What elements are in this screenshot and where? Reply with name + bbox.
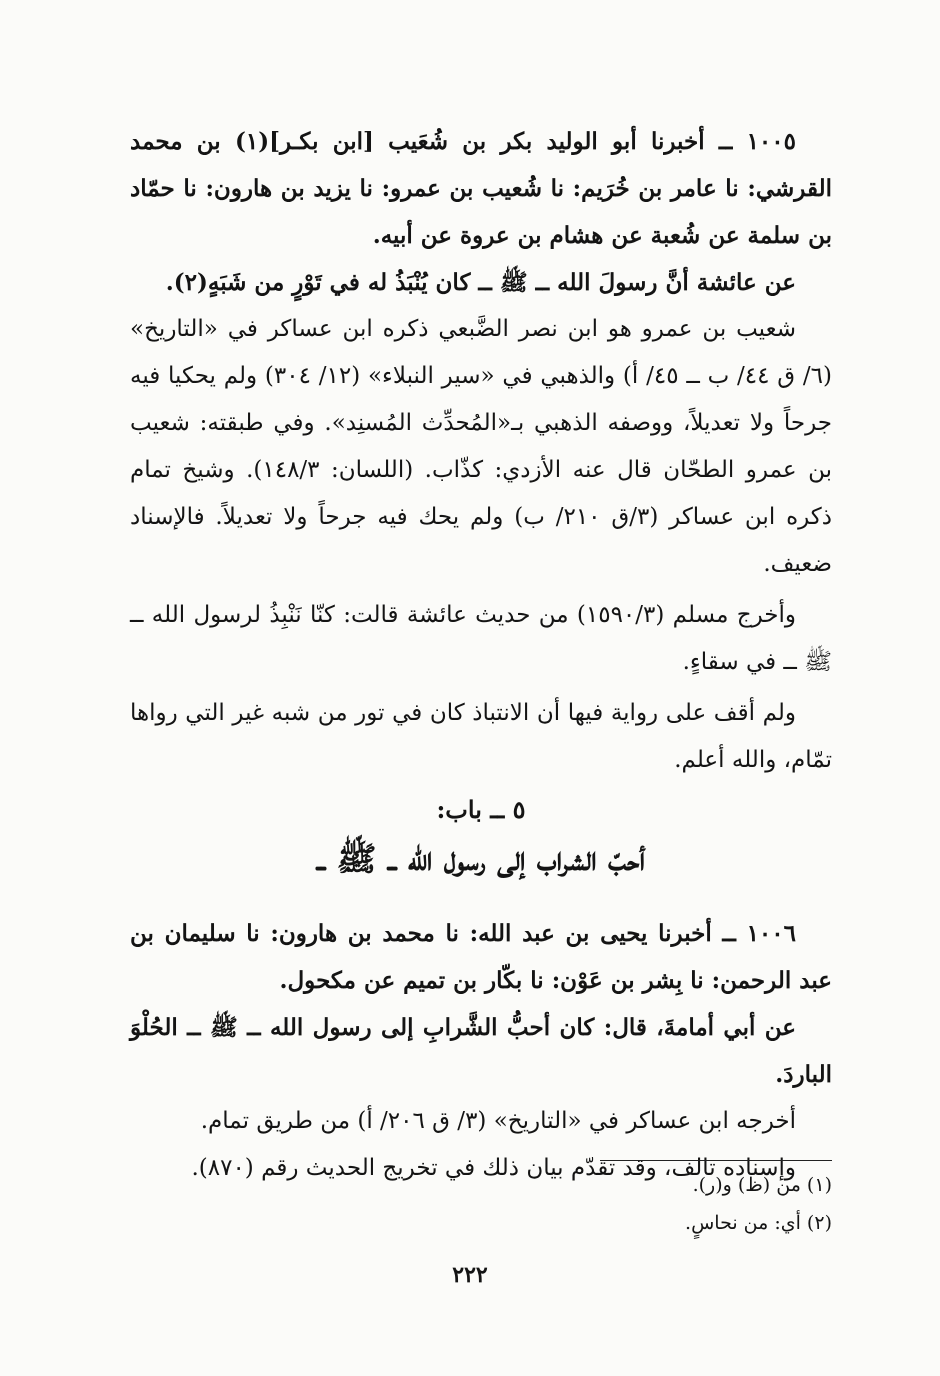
footnote-1: (١) من (ظ) و(ر).: [692, 1174, 832, 1196]
chapter-title: أحبّ الشراب إلى رسول الله ــ ﷺ ــ: [316, 839, 646, 878]
commentary-muslim: وأخرج مسلم (١٥٩٠/٣) من حديث عائشة قالت: كنّا نَنْبِذُ لرسول الله ــ ﷺ ــ في سقاءٍ.: [130, 602, 832, 675]
hadith-1006-isnad: ١٠٠٦ ــ أخبرنا يحيى بن عبد الله: نا محمد بن هارون: نا سليمان بن عبد الرحمن: نا بِشر بن عَوْن: نا بكّار بن تميم عن مكحول.: [130, 920, 832, 994]
hadith-1005-isnad: ١٠٠٥ ــ أخبرنا أبو الوليد بكر بن شُعَيب [ابن بكـر](١) بن محمد القرشي: نا عامر بن خُرَيم: نا شُعيب بن عمرو: نا يزيد بن هارون: نا حمّاد بن سلمة عن شُعبة عن هشام بن عروة عن أبيه.: [130, 128, 832, 249]
commentary-1005: شعيب بن عمرو هو ابن نصر الضَّبعي ذكره ابن عساكر في «التاريخ» (٦/ ق ٤٤/ ب ــ ٤٥/ أ) والذهبي في «سير النبلاء» (١٢/ ٣٠٤) ولم يحكيا فيه جرحاً ولا تعديلاً، ووصفه الذهبي بـ«المُحدِّث المُسنِد». وفي طبقته: شعيب بن عمرو الطحّان قال عنه الأزدي: كذّاب. (اللسان: ١٤٨/٣). وشيخ تمام ذكره ابن عساكر (٣/ق ٢١٠/ ب) ولم يحك فيه جرحاً ولا تعديلاً. فالإسناد ضعيف.: [130, 316, 832, 577]
main-text: [130, 118, 832, 1192]
commentary-1006-grading: وإسناده تالف، وقد تقدّم بيان ذلك في تخريج الحديث رقم (٨٧٠).: [191, 1155, 796, 1181]
chapter-number: ٥ ــ باب:: [436, 795, 526, 824]
hadith-1006-matn: عن أبي أمامةَ، قال: كان أحبُّ الشَّرابِ إلى رسول الله ــ ﷺ ــ الحُلْوَ الباردَ.: [130, 1014, 832, 1088]
hadith-1005-matn: عن عائشة أنَّ رسولَ الله ــ ﷺ ــ كان يُنْبَذُ له في تَوْرٍ من شَبَهٍ(٢).: [165, 269, 796, 296]
footnotes: [130, 1166, 832, 1242]
page-number: ٢٢٢: [452, 1262, 488, 1288]
footnote-divider: [600, 1160, 832, 1161]
commentary-conclusion: ولم أقف على رواية فيها أن الانتباذ كان في تور من شبه غير التي رواها تمّام، والله أعلم.: [130, 700, 832, 773]
footnote-2: (٢) أي: من نحاسٍ.: [685, 1212, 832, 1234]
commentary-1006: أخرجه ابن عساكر في «التاريخ» (٣/ ق ٢٠٦/ أ) من طريق تمام.: [200, 1108, 796, 1134]
